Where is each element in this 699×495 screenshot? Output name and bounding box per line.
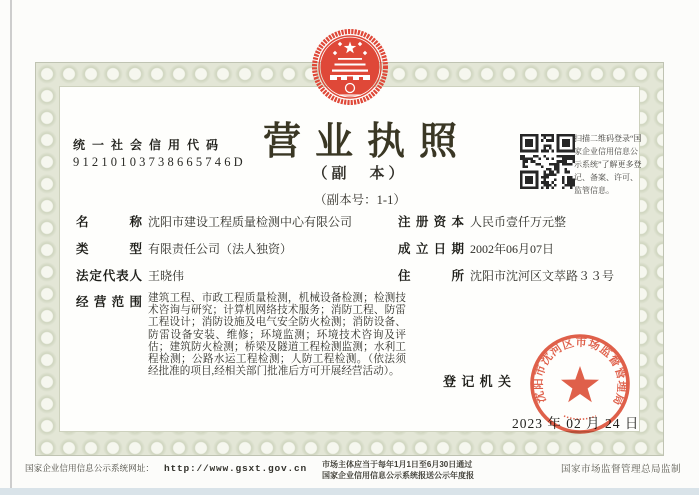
field-value-establish-date: 2002年06月07日 bbox=[470, 242, 555, 256]
registration-authority-label: 登记机关 bbox=[443, 374, 511, 389]
issue-date: 2023 年 02 月 24 日 bbox=[512, 416, 640, 431]
license-subtitle-duplicate: （副 本） bbox=[312, 165, 408, 182]
license-title: 营业执照 bbox=[262, 121, 471, 163]
footer-annual-report-notice: 市场主体应当于每年1月1日至6月30日通过国家企业信用信息公示系统报送公示年度报 bbox=[322, 460, 474, 480]
field-value-name: 沈阳市建设工程质量检测中心有限公司 bbox=[148, 215, 353, 229]
field-label-type: 类型 bbox=[76, 242, 142, 256]
field-label-registered-capital: 注册资本 bbox=[398, 215, 464, 229]
footer-website-label: 国家企业信用信息公示系统网址： bbox=[25, 463, 154, 473]
seal-text: 沈阳市沈河区市场监督管理局 bbox=[532, 336, 628, 408]
scan-edge-line bbox=[10, 0, 12, 488]
footer-website-url: http://www.gsxt.gov.cn bbox=[164, 463, 308, 474]
field-value-registered-capital: 人民币壹仟万元整 bbox=[470, 215, 567, 229]
field-value-legal-rep: 王晓伟 bbox=[148, 269, 185, 283]
national-emblem-icon bbox=[311, 28, 389, 110]
field-label-name: 名称 bbox=[76, 215, 142, 229]
field-label-address: 住所 bbox=[398, 269, 464, 283]
footer-producer: 国家市场监督管理总局监制 bbox=[561, 464, 682, 475]
field-value-address: 沈阳市沈河区文萃路３３号 bbox=[470, 269, 615, 283]
qr-code bbox=[520, 134, 575, 189]
field-value-business-scope: 建筑工程、市政工程质量检测，机械设备检测；检测技术咨询与研究；计算机网络技术服务；消防工程、防雷工程设计；消防设施及电气安全防火检测；消防设备、防雷设备安装、维修；环境监测；环境技术咨询及评估；建筑防火检测；桥梁及隧道工程检测监测；水利工程检测；公路水运工程检测；人防工程检测。（依法须经批准的项目,经相关部门批准后方可开展经营活动）。 bbox=[148, 293, 406, 378]
credit-code-label: 统一社会信用代码 bbox=[73, 138, 226, 152]
official-seal bbox=[528, 332, 632, 436]
qr-caption: 扫描二维码登录“国家企业信用信息公示系统”了解更多登记、备案、许可、监管信息。 bbox=[574, 134, 642, 195]
seal-star-icon bbox=[561, 366, 599, 402]
field-label-legal-rep: 法定代表人 bbox=[76, 269, 142, 283]
copy-number: （副本号：1-1） bbox=[314, 193, 406, 207]
credit-code-value: 91210103738665746D bbox=[73, 155, 246, 169]
scan-bottom-strip bbox=[0, 488, 699, 495]
field-label-business-scope: 经营范围 bbox=[76, 295, 142, 309]
field-value-type: 有限责任公司（法人独资） bbox=[148, 242, 293, 256]
field-label-establish-date: 成立日期 bbox=[398, 242, 464, 256]
